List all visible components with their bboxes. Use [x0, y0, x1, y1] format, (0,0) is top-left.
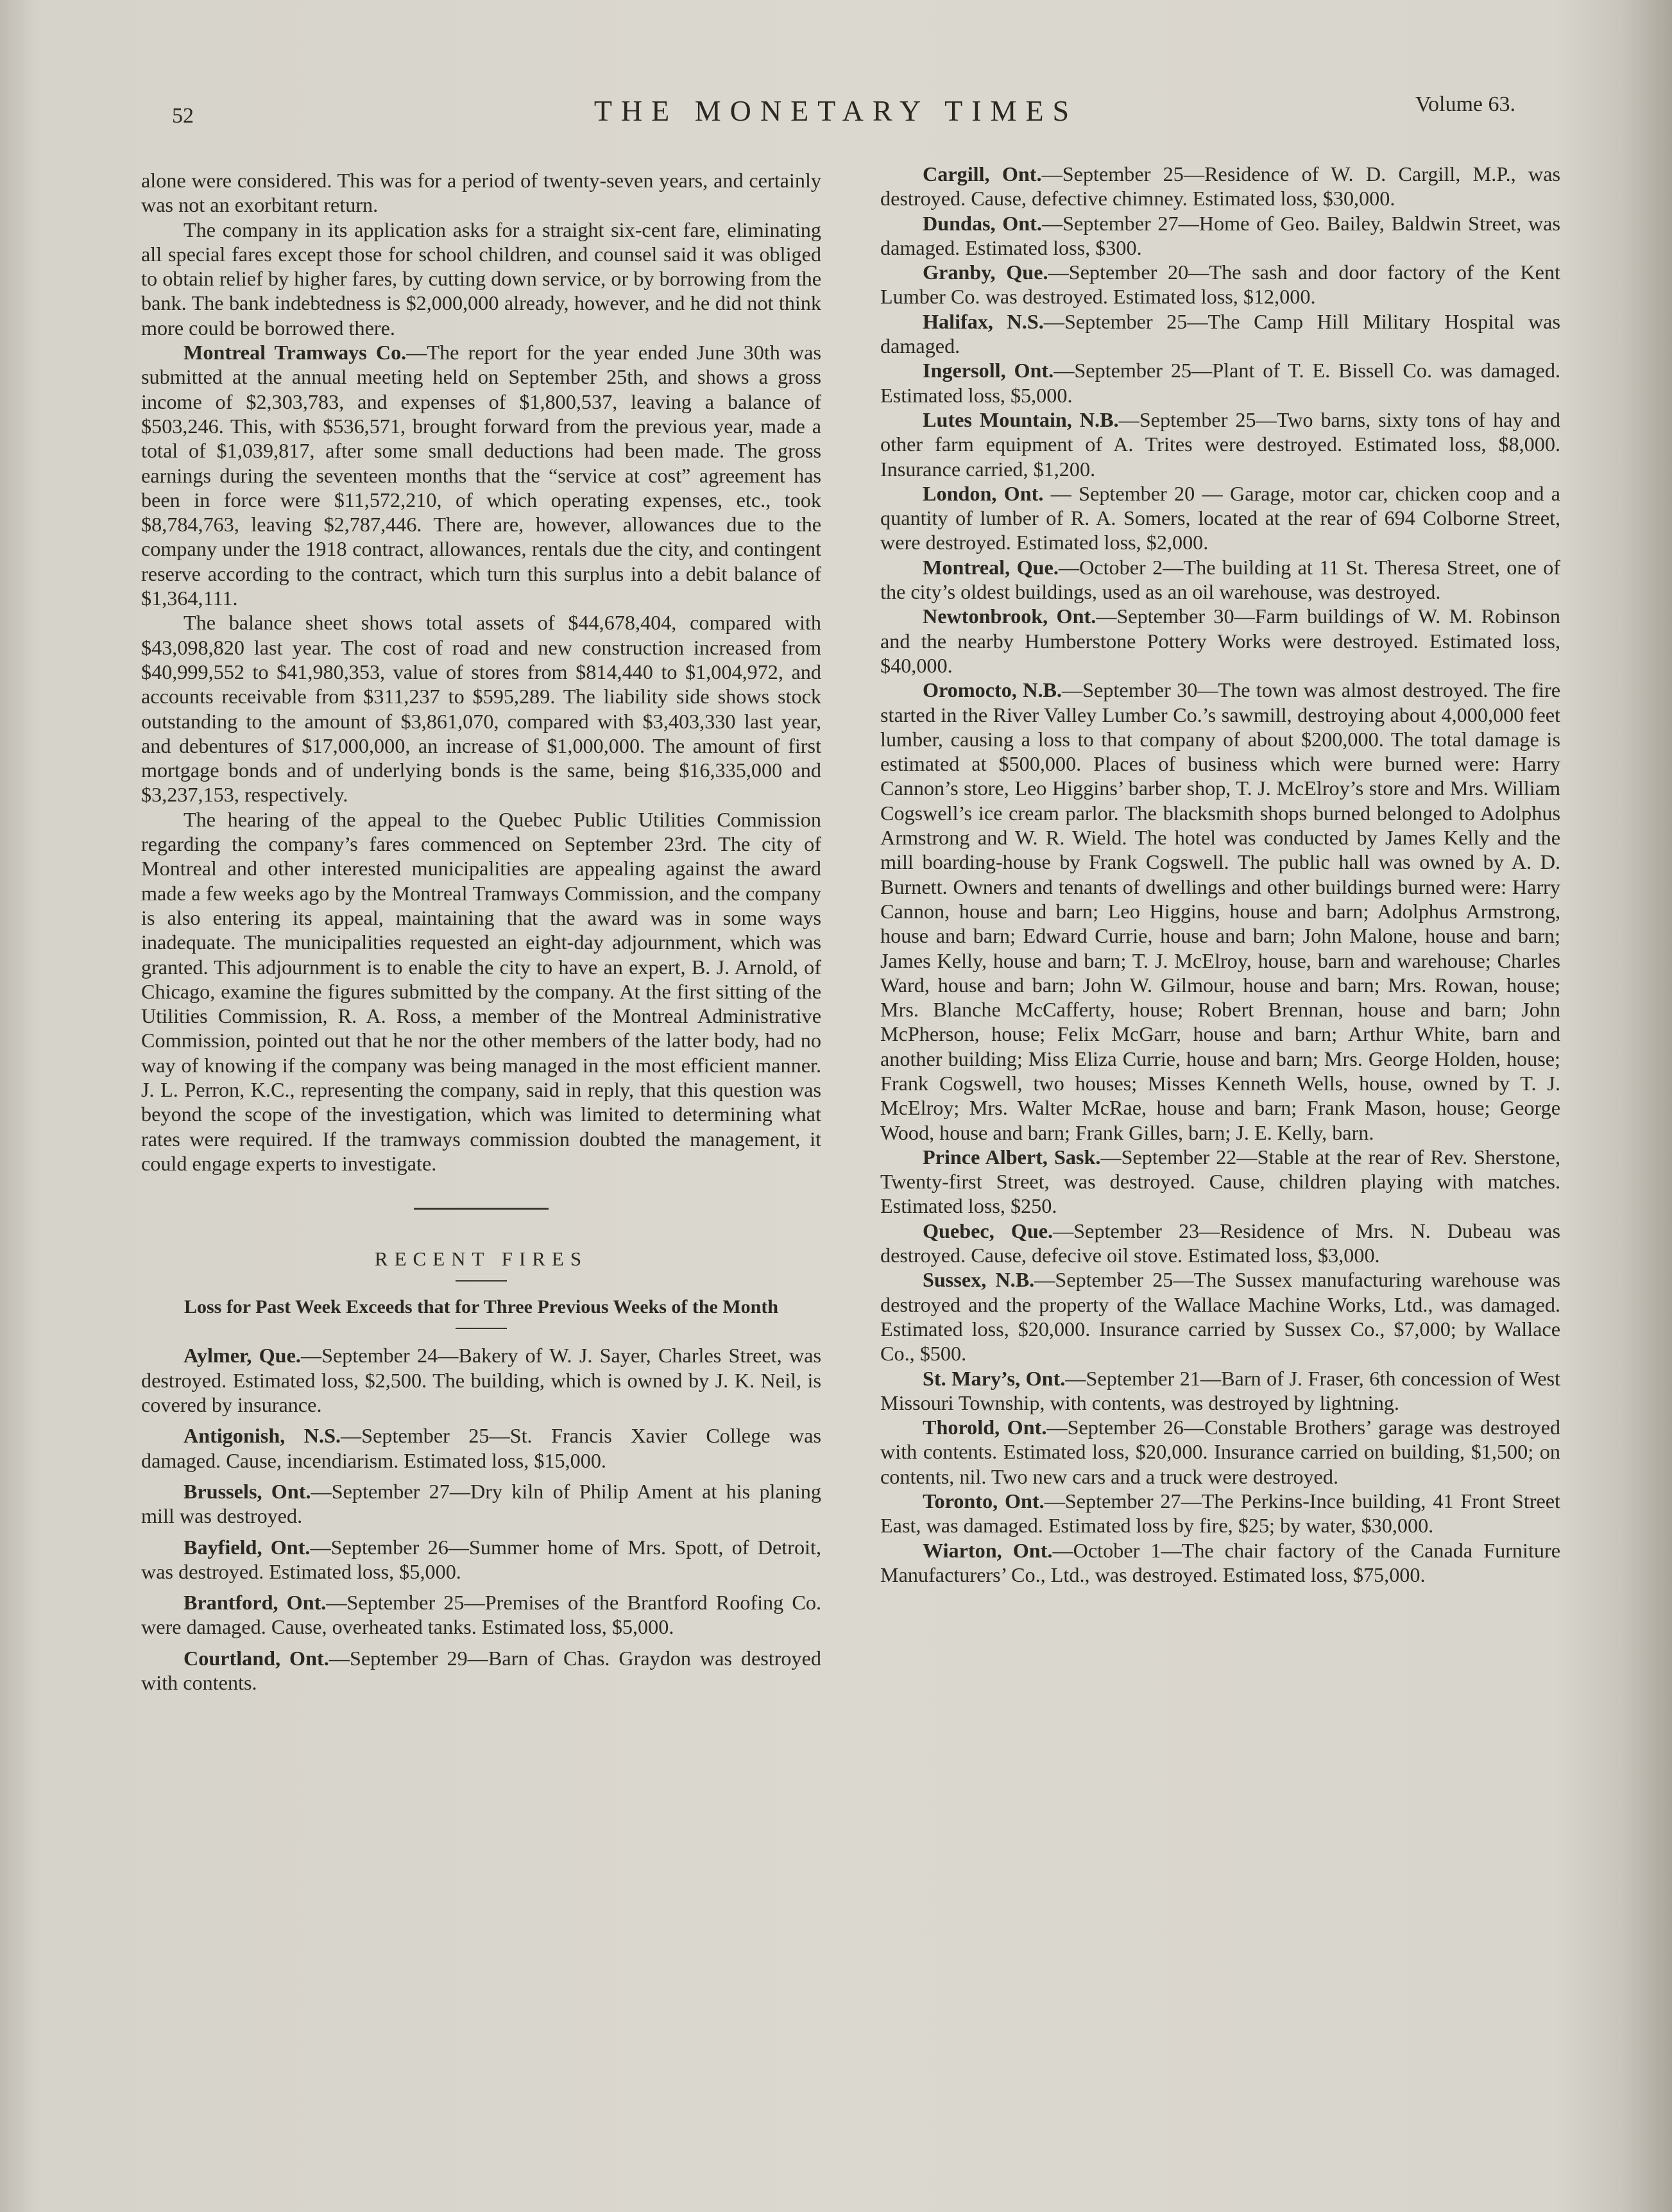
fire-text: —October 2—The building at 11 St. Theresa Street, one of the city’s oldest buildings, used as an oil warehouse, was destroyed.: [880, 555, 1560, 604]
fire-text: —September 25—Two barns, sixty tons of hay and other farm equipment of A. Trites were destroyed. Estimated loss, $8,000. Insurance carried, $1,200.: [880, 407, 1560, 481]
fire-text: —September 30—The town was almost destroyed. The fire started in the River Valley Lumber Co.’s sawmill, destroying about 4,000,000 feet lumber, causing a loss to that company of about $200,000. The total damage is estimated at $500,000. Places of business which were burned were: Harry Cannon’s store, Leo Higgins’ barber shop, T. J. McElroy’s store and Mrs. William Cogswell’s ice cream parlor. The blacksmith shops burned belonged to Adolphus Armstrong and W. R. Wield. The hotel was conducted by James Kelly and the mill boarding-house by Frank Cogswell. The public hall was owned by A. D. Burnett. Owners and tenants of dwellings and other buildings burned were: Harry Cannon, house and barn; Leo Higgins, house and barn; Adolphus Armstrong, house and barn; Edward Currie, house and barn; John Malone, house and barn; James Kelly, house and barn; T. J. McElroy, house, barn and warehouse; Charles Ward, house and barn; John W. Gilmour, house and barn; Mrs. Rowan, house; Mrs. Blanche McCafferty, house; Robert Brennan, house and barn; John McPherson, house; Felix McGarr, house and barn; Arthur White, barn and another building; Miss Eliza Currie, house and barn; Mrs. George Holden, house; Frank Cogswell, two houses; Misses Kenneth Wells, house, owned by T. J. McElroy; Mrs. Walter McRae, house and barn; Frank Mason, house; George Wood, house and barn; Frank Gilles, barn; J. E. Kelly, barn.: [880, 678, 1560, 1144]
fire-entry: [880, 604, 1560, 678]
fire-place: Newtonbrook, Ont.: [923, 604, 1096, 628]
fire-entry: [141, 1590, 821, 1640]
fire-place: Halifax, N.S.: [923, 309, 1044, 333]
fire-entry: [880, 1538, 1560, 1588]
fire-text: —September 25—Premises of the Brantford Roofing Co. were damaged. Cause, overheated tanks. Estimated loss, $5,000.: [141, 1591, 821, 1639]
fire-place: Ingersoll, Ont.: [923, 359, 1054, 382]
fire-entry: [141, 1535, 821, 1584]
fire-text: —September 29—Barn of Chas. Graydon was destroyed with contents.: [141, 1646, 822, 1695]
fire-text: —September 25—Residence of W. D. Cargill, M.P., was destroyed. Cause, defective chimney. Estimated loss, $30,000.: [880, 162, 1561, 210]
fire-place: Toronto, Ont.: [923, 1489, 1045, 1513]
right-column: [880, 162, 1560, 1587]
fire-entry: [880, 481, 1560, 555]
fire-place: Thorold, Ont.: [923, 1416, 1047, 1439]
fire-text: — September 20 — Garage, motor car, chicken coop and a quantity of lumber of R. A. Somers, located at the rear of 694 Colborne Street, were destroyed. Estimated loss, $2,000.: [880, 481, 1560, 554]
fire-entry: [880, 1145, 1560, 1219]
fire-place: Sussex, N.B.: [923, 1268, 1035, 1292]
volume-label: Volume 63.: [1415, 92, 1515, 116]
fire-entry: [880, 1267, 1560, 1366]
fire-place: Wiarton, Ont.: [923, 1538, 1053, 1562]
fire-text: —September 21—Barn of J. Fraser, 6th concession of West Missouri Township, with contents, was destroyed by lightning.: [880, 1366, 1560, 1414]
fire-entry: [880, 358, 1560, 407]
fire-entry: [880, 678, 1560, 1145]
fire-entry: [880, 407, 1560, 481]
fire-text: —September 25—St. Francis Xavier College was damaged. Cause, incendiarism. Estimated loss, $15,000.: [141, 1424, 821, 1472]
fire-place: Lutes Mountain, N.B.: [923, 407, 1119, 431]
fire-place: London, Ont.: [923, 481, 1044, 505]
fire-text: —September 20—The sash and door factory of the Kent Lumber Co. was destroyed. Estimated loss, $12,000.: [880, 261, 1561, 309]
fire-entry: [880, 1219, 1560, 1268]
article-paragraph: The company in its application asks for a straight six-cent fare, eliminating all special fares except those for school children, and counsel said it was obliged to obtain relief by higher fares, by cutting down service, or by borrowing from the bank. The bank indebtedness is $2,000,000 already, however, and he did not think more could be borrowed there.: [141, 218, 821, 339]
fire-text: —September 27—The Perkins-Ince building, 41 Front Street East, was damaged. Estimated loss by fire, $25; by water, $30,000.: [880, 1489, 1561, 1538]
article-paragraph: [141, 340, 821, 610]
fire-place: Prince Albert, Sask.: [923, 1145, 1101, 1169]
fire-text: —September 23—Residence of Mrs. N. Dubeau was destroyed. Cause, defecive oil stove. Estimated loss, $3,000.: [880, 1219, 1560, 1267]
fire-text: —October 1—The chair factory of the Canada Furniture Manufacturers’ Co., Ltd., was destroyed. Estimated loss, $75,000.: [880, 1538, 1560, 1586]
fire-place: Aylmer, Que.: [183, 1344, 301, 1367]
fire-entry: [880, 309, 1560, 359]
fire-text: —September 25—The Sussex manufacturing warehouse was destroyed and the property of the Wallace Machine Works, Ltd., was damaged. Estimated loss, $20,000. Insurance carried by Sussex Co., $7,000; by Wallace Co., $500.: [880, 1268, 1560, 1366]
fire-text: —September 25—Plant of T. E. Bissell Co. was damaged. Estimated loss, $5,000.: [880, 359, 1560, 407]
fire-text: —September 24—Bakery of W. J. Sayer, Charles Street, was destroyed. Estimated loss, $2,500. The building, which is owned by J. K. Neil, is covered by insurance.: [141, 1344, 821, 1417]
fire-entry: [141, 1479, 821, 1529]
fire-entry: [141, 1423, 821, 1473]
fire-place: Quebec, Que.: [923, 1219, 1054, 1242]
article-paragraph: alone were considered. This was for a period of twenty-seven years, and certainly was not an exorbitant return.: [141, 169, 821, 217]
fire-entry: [141, 1646, 821, 1695]
fire-text: —September 26—Constable Brothers’ garage was destroyed with contents. Estimated loss, $20,000. Insurance carried on building, $1,500; on contents, nil. Two new cars and a truck were destroyed.: [880, 1416, 1561, 1488]
fire-entry: [880, 162, 1560, 211]
fire-place: Brussels, Ont.: [183, 1479, 311, 1503]
fire-text: —September 30—Farm buildings of W. M. Robinson and the nearby Humberstone Pottery Works were destroyed. Estimated loss, $40,000.: [880, 604, 1560, 677]
fires-list-part-1: [141, 1343, 821, 1695]
fire-entry: [880, 211, 1560, 261]
fire-entry: [880, 1366, 1560, 1416]
fire-place: St. Mary’s, Ont.: [923, 1366, 1066, 1390]
fire-text: —September 22—Stable at the rear of Rev. Sherstone, Twenty-first Street, was destroyed. Cause, children playing with matches. Estimated loss, $250.: [880, 1145, 1560, 1218]
fire-place: Dundas, Ont.: [923, 211, 1042, 235]
paragraph-text: —The report for the year ended June 30th was submitted at the annual meeting held on September 25th, and shows a gross income of $2,303,783, and expenses of $1,800,537, leaving a balance of $503,246. This, with $536,571, brought forward from the previous year, made a total of $1,039,817, after some small deductions had been made. The gross earnings during the seventeen months that the “service at cost” agreement has been in force were $11,572,210, of which operating expenses, etc., took $8,784,763, leaving $2,787,446. There are, however, allowances due to the company under the 1918 contract, allowances, rentals due the city, and contingent reserve according to the contract, which turn this surplus into a debit balance of $1,364,111.: [141, 341, 821, 610]
fire-entry: [880, 260, 1560, 309]
fire-place: Montreal, Que.: [923, 555, 1059, 579]
fire-text: —September 26—Summer home of Mrs. Spott, of Detroit, was destroyed. Estimated loss, $5,000.: [141, 1535, 821, 1583]
fire-place: Bayfield, Ont.: [183, 1535, 311, 1559]
paragraph-lead: Montreal Tramways Co.: [183, 341, 407, 364]
heading-rule: [456, 1280, 507, 1282]
fire-text: —September 27—Home of Geo. Bailey, Baldwin Street, was damaged. Estimated loss, $300.: [880, 211, 1560, 259]
fire-entry: [141, 1343, 821, 1417]
fire-place: Granby, Que.: [923, 261, 1048, 284]
fire-entry: [880, 555, 1560, 604]
fire-entry: [880, 1489, 1560, 1538]
fire-text: —September 25—The Camp Hill Military Hospital was damaged.: [880, 309, 1560, 358]
heading-rule: [456, 1328, 507, 1329]
fire-place: Oromocto, N.B.: [923, 678, 1062, 702]
page-number: 52: [172, 104, 194, 128]
article-paragraph: The hearing of the appeal to the Quebec Public Utilities Commission regarding the company’s fares commenced on September 23rd. The city of Montreal and other interested municipalities are appealing against the award made a few weeks ago by the Montreal Tramways Commission, and the company is also entering its appeal, maintaining that the award was in some ways inadequate. The municipalities requested an eight-day adjournment, which was granted. This adjournment is to enable the city to have an expert, B. J. Arnold, of Chicago, examine the figures submitted by the company. At the first sitting of the Utilities Commission, R. A. Ross, a member of the Montreal Administrative Commission, pointed out that he nor the other members of the latter body, had no way of knowing if the company was being managed in the most efficient manner. J. L. Perron, K.C., representing the company, said in reply, that this question was beyond the scope of the investigation, which was limited to determining what rates were required. If the tramways commission doubted the management, it could engage experts to investigate.: [141, 807, 821, 1175]
page-header: [0, 90, 1672, 141]
masthead-title: THE MONETARY TIMES: [593, 94, 1079, 127]
section-subheading: Loss for Past Week Exceeds that for Three Previous Weeks of the Month: [183, 1296, 779, 1318]
fire-place: Brantford, Ont.: [183, 1591, 327, 1615]
section-heading: RECENT FIRES: [374, 1247, 588, 1271]
fire-place: Antigonish, N.S.: [183, 1424, 341, 1448]
fire-place: Courtland, Ont.: [183, 1646, 329, 1670]
fire-text: —September 27—Dry kiln of Philip Ament at his planing mill was destroyed.: [141, 1479, 821, 1528]
section-divider: [414, 1208, 549, 1210]
left-column: [141, 168, 821, 1701]
fire-place: Cargill, Ont.: [923, 162, 1042, 185]
article-paragraph: The balance sheet shows total assets of $44,678,404, compared with $43,098,820 last year. The cost of road and new construction increased from $40,999,552 to $41,980,353, value of stores from $814,440 to $1,004,972, and accounts receivable from $311,237 to $595,289. The liability side shows stock outstanding to the amount of $3,861,070, compared with $3,403,330 last year, and debentures of $17,000,000, an increase of $1,000,000. The amount of first mortgage bonds and of underlying bonds is the same, being $16,335,000 and $3,237,153, respectively.: [141, 611, 821, 807]
fire-entry: [880, 1415, 1560, 1489]
